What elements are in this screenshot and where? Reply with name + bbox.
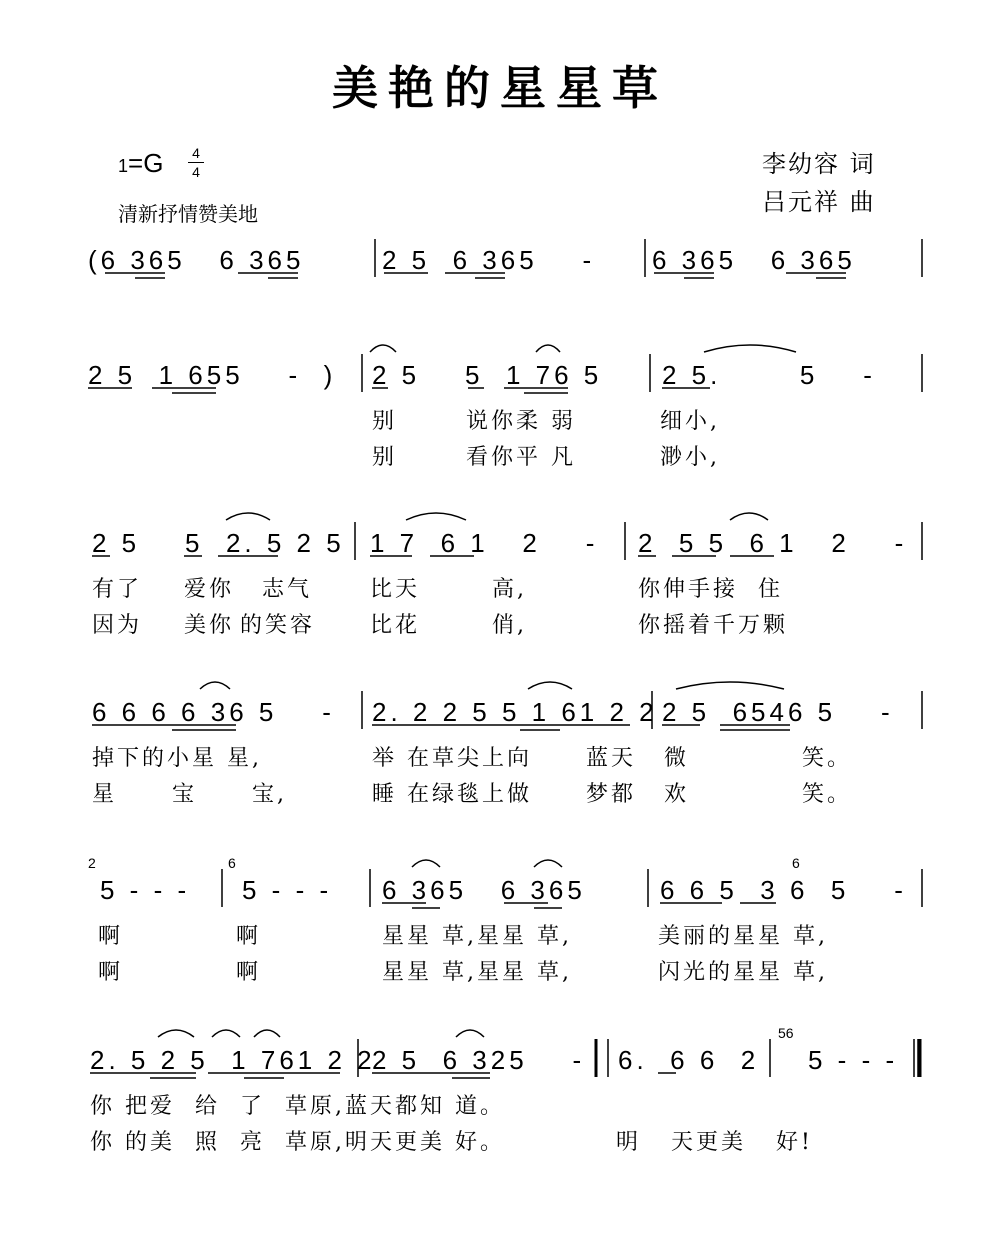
lyric-text: 宝 [172, 782, 198, 807]
lyric-text: 美丽的星星 草, [658, 924, 828, 949]
slur [412, 860, 440, 867]
notation-segment: 6 365 6 365 [652, 245, 856, 275]
notation-segment: (6 365 6 365 [88, 245, 305, 275]
lyric-text: 你 把爱 给 了 草原,蓝天都知 道。 [90, 1094, 505, 1119]
slur [212, 1030, 240, 1037]
slur [200, 682, 230, 689]
lyric-text: 爱你 [184, 577, 235, 602]
lyric-text: 星星 草,星星 草, [382, 924, 572, 949]
lyric-text: 志气 [262, 577, 313, 602]
lyric-text: 笑。 [802, 782, 853, 807]
grace-note: 56 [778, 1025, 794, 1041]
grace-note: 6 [792, 855, 800, 871]
lyric-text: 俏, [492, 613, 527, 638]
lyric-text: 啊 [98, 924, 124, 949]
notation-segment: 2 5 5 2. 5 2 5 [92, 528, 345, 558]
notation-segment: 2 5 5 6 1 2 - [638, 528, 908, 558]
notation-segment: 2 5 1 655 - ) [88, 360, 337, 390]
lyric-text: 的笑容 [240, 613, 316, 638]
lyric-text: 别 [372, 445, 398, 470]
lyric-text: 看你平 凡 [466, 445, 576, 470]
notation-segment: 6. 6 6 2 [618, 1045, 760, 1075]
lyric-text: 微 [664, 746, 690, 771]
lyric-text: 渺小, [660, 445, 720, 470]
slur [704, 345, 796, 352]
notation-segment: 2 5 6 325 - [372, 1045, 586, 1075]
slur [730, 513, 768, 520]
lyric-text: 睡 在绿毯上做 [372, 782, 532, 807]
notation-segment: 2 5 6 365 - [382, 245, 596, 275]
slur [536, 345, 560, 352]
grace-note: 6 [228, 855, 236, 871]
lyric-text: 比天 [370, 577, 421, 602]
notation-segment: 2. 5 2 5 1 761 2 2 [90, 1045, 376, 1075]
notation-segment: 5 - - - [100, 875, 191, 905]
slur [370, 345, 396, 352]
lyric-text: 梦都 [586, 782, 637, 807]
lyric-text: 美你 [184, 613, 235, 638]
lyric-text: 星 [92, 782, 118, 807]
slur [676, 682, 784, 689]
lyric-text: 你 的美 照 亮 草原,明天更美 好。 [90, 1130, 505, 1155]
time-bottom: 4 [192, 164, 200, 180]
key-one: 1 [118, 156, 129, 176]
slur [456, 1030, 484, 1037]
lyricist-credit: 李幼容 词 [762, 150, 876, 178]
notation-segment: 5 - - - [808, 1045, 899, 1075]
slur [406, 513, 466, 520]
slur [254, 1030, 280, 1037]
lyric-text: 宝, [252, 782, 287, 807]
lyric-text: 举 在草尖上向 [372, 746, 532, 771]
lyric-text: 有了 [92, 577, 143, 602]
notation-segment: 5 - - - [242, 875, 333, 905]
lyric-text: 别 [372, 409, 398, 434]
lyric-text: 说你柔 弱 [466, 409, 576, 434]
lyric-text: 啊 [236, 924, 262, 949]
slur [226, 513, 270, 520]
lyric-text: 星星 草,星星 草, [382, 960, 572, 985]
notation-segment: 2 5 6546 5 - [662, 697, 894, 727]
lyric-text: 欢 [664, 782, 690, 807]
notation-segment: 2. 2 2 5 5 1 61 2 2 [372, 697, 658, 727]
lyric-text: 掉下的小星 星, [92, 746, 262, 771]
notation-segment: 6 6 6 6 36 5 - [92, 697, 335, 727]
key-name: =G [128, 148, 164, 178]
notation-segment: 6 365 6 365 [382, 875, 586, 905]
time-top: 4 [192, 145, 200, 161]
slur [534, 860, 562, 867]
grace-note: 2 [88, 855, 96, 871]
tempo-marking: 清新抒情赞美地 [118, 202, 258, 226]
lyric-text: 高, [492, 577, 527, 602]
slur [528, 682, 572, 689]
lyric-text: 笑。 [802, 746, 853, 771]
lyric-text: 啊 [98, 960, 124, 985]
notation-segment: 2 5. 5 - [662, 360, 876, 390]
lyric-text: 你伸手接 住 [638, 577, 783, 602]
slur [158, 1030, 194, 1037]
lyric-text: 比花 [370, 613, 421, 638]
song-title: 美艳的星星草 [332, 61, 668, 115]
lyric-text: 你摇着千万颗 [638, 613, 789, 638]
lyric-text: 明 天更美 好! [616, 1130, 813, 1155]
lyric-text: 细小, [660, 409, 720, 434]
lyric-text: 因为 [92, 613, 143, 638]
notation-segment: 2 5 5 1 76 5 [372, 360, 603, 390]
lyric-text: 闪光的星星 草, [658, 960, 828, 985]
composer-credit: 吕元祥 曲 [762, 188, 876, 216]
lyric-text: 蓝天 [586, 746, 637, 771]
notation-segment: 1 7 6 1 2 - [370, 528, 599, 558]
notation-segment: 6 6 5 3 6 5 - [660, 875, 907, 905]
lyric-text: 啊 [236, 960, 262, 985]
